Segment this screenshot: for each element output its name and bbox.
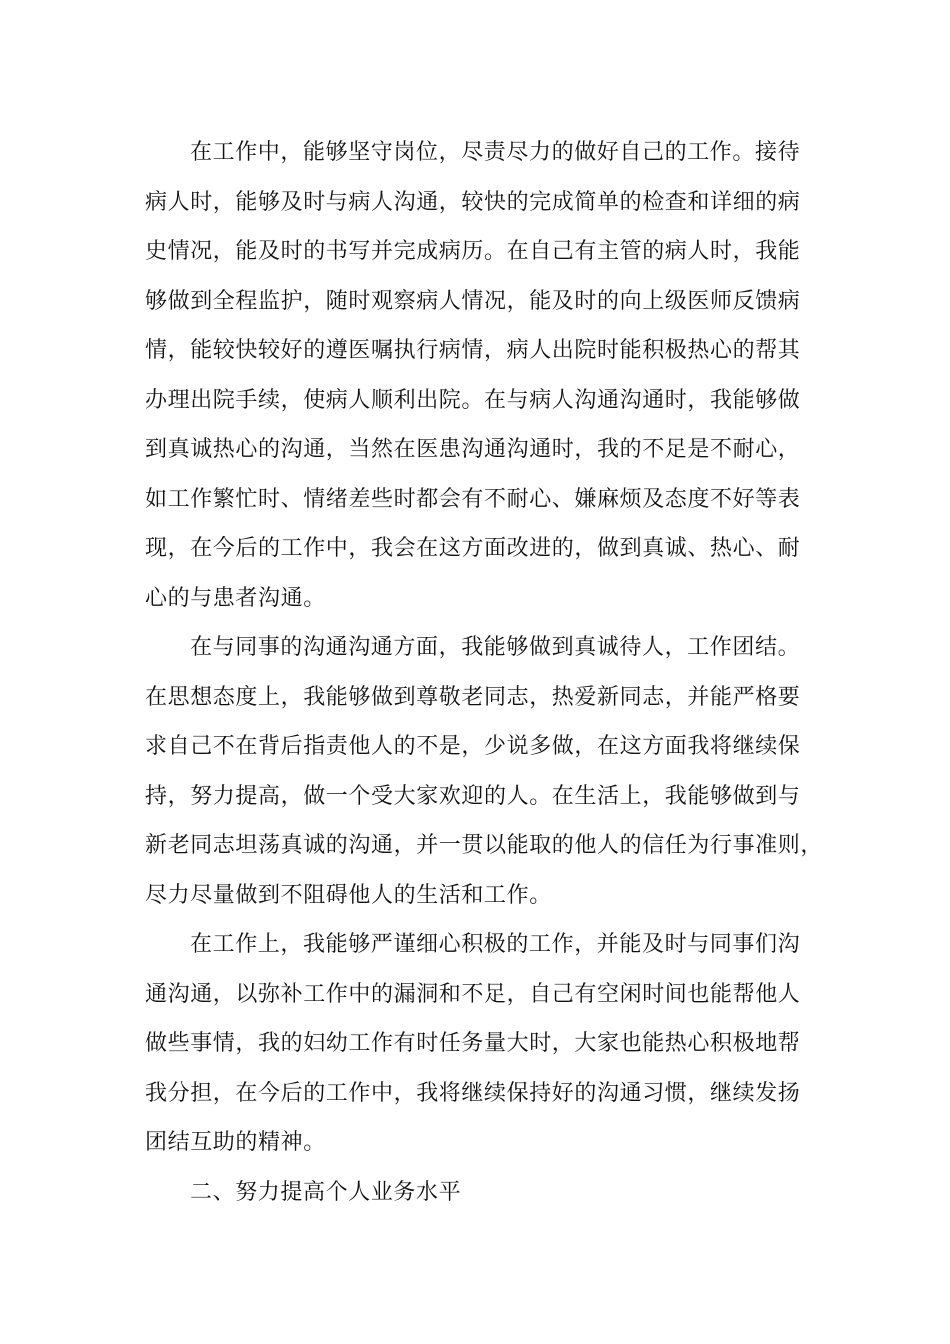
paragraph-line: 尽力尽量做到不阻碍他人的生活和工作。 (145, 882, 552, 908)
paragraph-line: 通沟通，以弥补工作中的漏洞和不足，自己有空闲时间也能帮他人 (145, 981, 801, 1007)
paragraph-line: 持，努力提高，做一个受大家欢迎的人。在生活上，我能够做到与 (145, 783, 801, 809)
document-body (145, 128, 824, 1217)
paragraph-line: 做些事情，我的妇幼工作有时任务量大时，大家也能热心积极地帮 (145, 1031, 801, 1056)
paragraph-line: 病人时，能够及时与病人沟通，较快的完成简单的检查和详细的病 (145, 189, 801, 215)
paragraph-line: 在与同事的沟通沟通方面，我能够做到真诚待人，工作团结。 (190, 635, 801, 660)
paragraph-line: 办理出院手续，使病人顺利出院。在与病人沟通沟通时，我能够做 (145, 387, 801, 413)
paragraph-line: 情，能较快较好的遵医嘱执行病情，病人出院时能积极热心的帮其 (145, 338, 801, 363)
paragraph-line: 团结互助的精神。 (145, 1130, 326, 1155)
paragraph-line: 现，在今后的工作中，我会在这方面改进的，做到真诚、热心、耐 (145, 536, 801, 561)
paragraph-line: 求自己不在背后指责他人的不是，少说多做，在这方面我将继续保 (145, 734, 801, 759)
paragraph-line: 够做到全程监护，随时观察病人情况，能及时的向上级医师反馈病 (145, 288, 801, 314)
paragraph-line: 在工作中，能够坚守岗位，尽责尽力的做好自己的工作。接待 (190, 140, 801, 165)
paragraph-line: 我分担，在今后的工作中，我将继续保持好的沟通习惯，继续发扬 (145, 1080, 801, 1106)
paragraph-line: 在工作上，我能够严谨细心积极的工作，并能及时与同事们沟 (190, 932, 801, 957)
paragraph-line: 新老同志坦荡真诚的沟通，并一贯以能取的他人的信任为行事准则， (145, 833, 824, 858)
paragraph-line: 史情况，能及时的书写并完成病历。在自己有主管的病人时，我能 (145, 239, 801, 264)
paragraph-line: 到真诚热心的沟通，当然在医患沟通沟通时，我的不足是不耐心， (145, 437, 801, 462)
paragraph-line: 如工作繁忙时、情绪差些时都会有不耐心、嫌麻烦及态度不好等表 (145, 486, 801, 512)
paragraph-line: 在思想态度上，我能够做到尊敬老同志，热爱新同志，并能严格要 (145, 684, 801, 710)
section-heading: 二、努力提高个人业务水平 (190, 1179, 462, 1205)
paragraph-line: 心的与患者沟通。 (145, 585, 326, 611)
